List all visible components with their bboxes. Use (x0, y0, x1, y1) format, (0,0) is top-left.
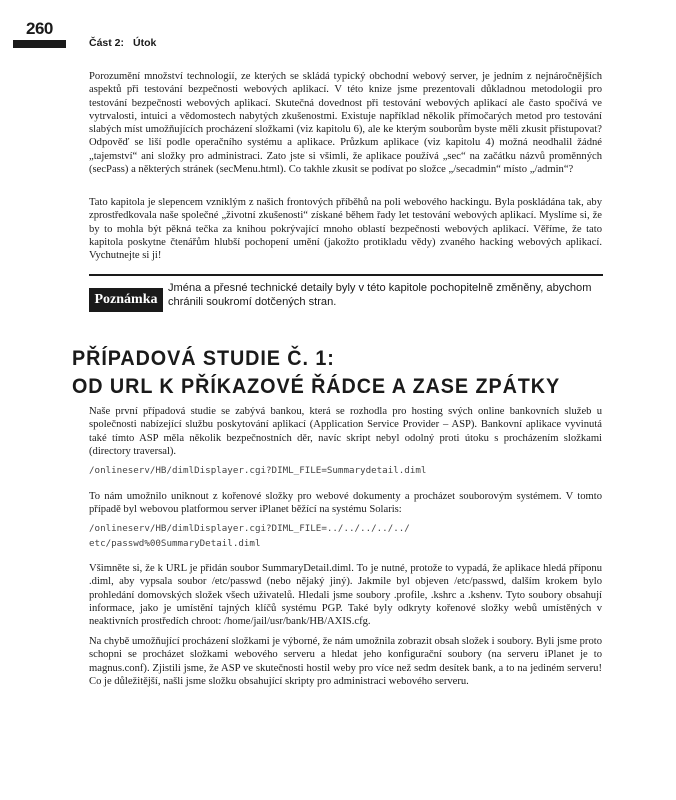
section-title-line-1: PŘÍPADOVÁ STUDIE Č. 1: (72, 346, 335, 370)
page-number: 260 (26, 19, 53, 38)
paragraph-case-study-intro: Naše první případová studie se zabývá bankou, která se rozhodla pro hosting svých online bankovních služeb u společnosti nabízející službu poskytování aplikací (Application Service Provider – ASP). Bankovní aplikace vyvinutá také tímto ASP měla několik bezpečnostních děr, navíc skript nebyl odolný proti útoku s procházením složkami (directory traversal). (89, 406, 602, 457)
paragraph-escape-root: To nám umožnilo uniknout z kořenové složky pro webové dokumenty a procházet souborovým systémem. V tomto případě byl webovou platformou server iPlanet běžící na systému Solaris: (89, 491, 602, 516)
chapter-header (89, 37, 156, 49)
chapter-title: Útok (133, 37, 157, 49)
code-url-2-line-1: /onlineserv/HB/dimlDisplayer.cgi?DIML_FILE=../../../../../ (89, 523, 410, 534)
paragraph-summary-detail: Všimněte si, že k URL je přidán soubor SummaryDetail.diml. To je nutné, protože to vypadá, že aplikace hledá příponu .diml, aby vypsala soubor /etc/passwd (nebo nějaký jiný). Jakmile byl objeven /etc/passwd, dalším krokem bylo prohledání domovských složek všech uživatelů. Hledali jsme soubory .profile, .kshrc a .kshenv. Tyto soubory obsahují informace, jako je umístění tajných klíčů systému PGP. Také byly odkryty kořenové složky webů umístěných v neaktivních prostředích chroot: /home/jail/usr/bank/HB/AXIS.cfg. (89, 563, 602, 628)
code-url-2-line-2: etc/passwd%00SummaryDetail.diml (89, 538, 261, 549)
code-url-1: /onlineserv/HB/dimlDisplayer.cgi?DIML_FILE=Summarydetail.diml (89, 465, 427, 476)
paragraph-chapter-summary: Tato kapitola je slepencem vzniklým z našich frontových příběhů na poli webového hackingu. Byla poskládána tak, aby zprostředkovala naše společné „životní zkušenosti“ získané během řady let testování webových aplikací. Myslíme si, že by to mohla být pěkná tečka za knihou pokrývající mnoho oblastí bezpečnosti webových aplikací. Věříme, že tato kapitola poskytne čtenářům hlubší pochopení umění (jakožto protikladu vědy) zvaného hacking webových aplikací. Vychutnejte si ji! (89, 197, 602, 262)
paragraph-directory-listing: Na chybě umožňující procházení složkami je výborné, že nám umožnila zobrazit obsah složek i soubory. Byli jsme proto schopni se procházet složkami webového serveru a hledat jeho konfigurační soubory (na serveru iPlanet je to magnus.conf). Zjistili jsme, že ASP ve skutečnosti hostil weby pro více než sedm desítek bank, a to na jediném serveru! Co je důležitější, našli jsme složku obsahující skripty pro administraci webového serveru. (89, 636, 602, 687)
page-number-bar (13, 40, 66, 48)
paragraph-intro: Porozumění množství technologií, ze kterých se skládá typický obchodní webový server, je jedním z nejnáročnějších aspektů při testování bezpečnosti webových aplikací. V této knize jsme prezentovali důkladnou metodologii pro testování bezpečnosti webových aplikací. Skutečná dovednost při testování webových aplikací ale často spočívá ve vytrvalosti, intuici a vědomostech nabytých zkušenostmi. Existuje například několik přímočarých metod pro testování slabých míst umožňujících procházení složkami (viz kapitolu 6), ale ke kterým souborům byste měli zkusit přistupovat? Odpověď se liší podle operačního systému a aplikace. Průzkum aplikace (viz kapitolu 4) možná neodhalil žádné „tajemství“ ani složky pro administraci. Zato jste si všimli, že aplikace používá „sec“ na začátku názvů proměnných (secPass) a některých stránek (secMenu.html). Co takhle zkusit se podívat po složce „/secadmin“ místo „/admin“? (89, 71, 602, 176)
note-label: Poznámka (89, 288, 163, 312)
section-title-line-2: OD URL K PŘÍKAZOVÉ ŘÁDCE A ZASE ZPÁTKY (72, 374, 561, 398)
note-text: Jména a přesné technické detaily byly v této kapitole pochopitelně změněny, abychom chránili soukromí dotčených stran. (168, 282, 592, 308)
chapter-part: Část 2: (89, 37, 125, 49)
note-rule (89, 274, 603, 276)
